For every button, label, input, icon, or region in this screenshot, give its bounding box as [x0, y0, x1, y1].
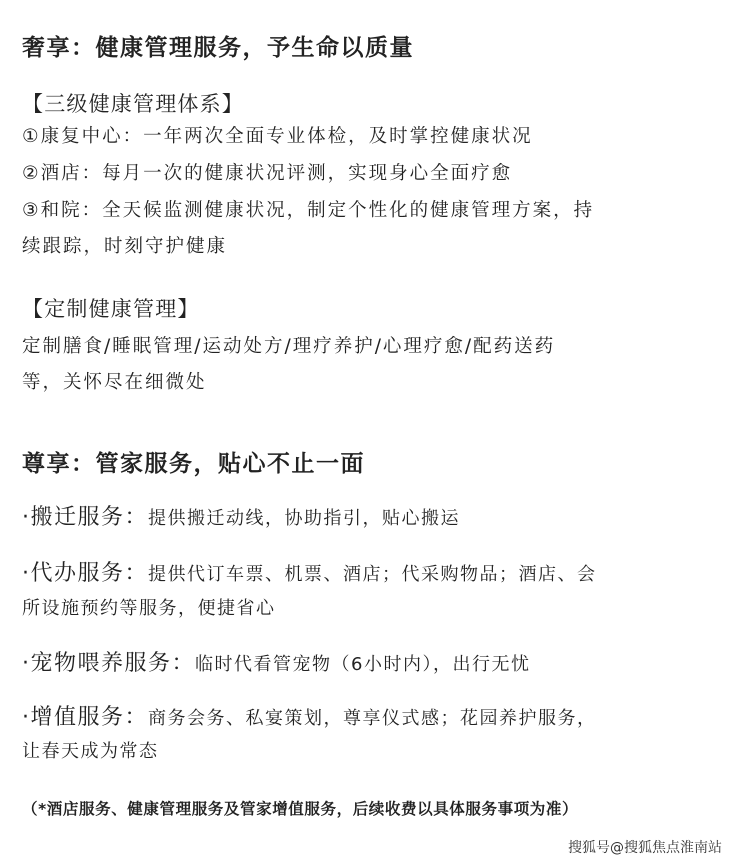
custom-health-line-2: 等，关怀尽在细微处: [22, 372, 207, 393]
service-name: ·宠物喂养服务：: [22, 651, 195, 676]
health-system-heading: 【三级健康管理体系】: [22, 92, 244, 116]
section1-title: 奢享：健康管理服务，予生命以质量: [22, 35, 414, 61]
service-item-pet-care: [22, 646, 530, 677]
health-system-line-4: 续跟踪，时刻守护健康: [22, 236, 228, 257]
service-desc: 商务会务、私宴策划，尊享仪式感；花园养护服务，: [148, 708, 597, 729]
service-name: ·增值服务：: [22, 705, 148, 730]
service-desc: 提供代订车票、机票、酒店；代采购物品；酒店、会: [148, 564, 597, 585]
health-system-line-3: ③和院：全天候监测健康状况，制定个性化的健康管理方案，持: [22, 200, 595, 221]
watermark: 搜狐号@搜狐焦点淮南站: [568, 840, 722, 856]
custom-health-heading: 【定制健康管理】: [22, 297, 200, 321]
service-item-errands: [22, 556, 597, 587]
footnote: （*酒店服务、健康管理服务及管家增值服务，后续收费以具体服务事项为准）: [22, 800, 579, 818]
health-system-line-2: ②酒店：每月一次的健康状况评测，实现身心全面疗愈: [22, 163, 513, 184]
service-desc: 临时代看管宠物（6小时内），出行无忧: [195, 654, 531, 675]
health-system-line-1: ①康复中心：一年两次全面专业体检，及时掌控健康状况: [22, 126, 533, 147]
custom-health-line-1: 定制膳食/睡眠管理/运动处方/理疗养护/心理疗愈/配药送药: [22, 336, 556, 357]
service-desc-continued: 让春天成为常态: [22, 741, 159, 762]
service-desc: 提供搬迁动线，协助指引，贴心搬运: [148, 508, 460, 529]
service-item-moving: [22, 500, 460, 531]
section2-title: 尊享：管家服务，贴心不止一面: [22, 451, 365, 477]
service-name: ·搬迁服务：: [22, 505, 148, 530]
service-item-value-added: [22, 700, 597, 731]
service-name: ·代办服务：: [22, 561, 148, 586]
service-desc-continued: 所设施预约等服务，便捷省心: [22, 598, 276, 619]
